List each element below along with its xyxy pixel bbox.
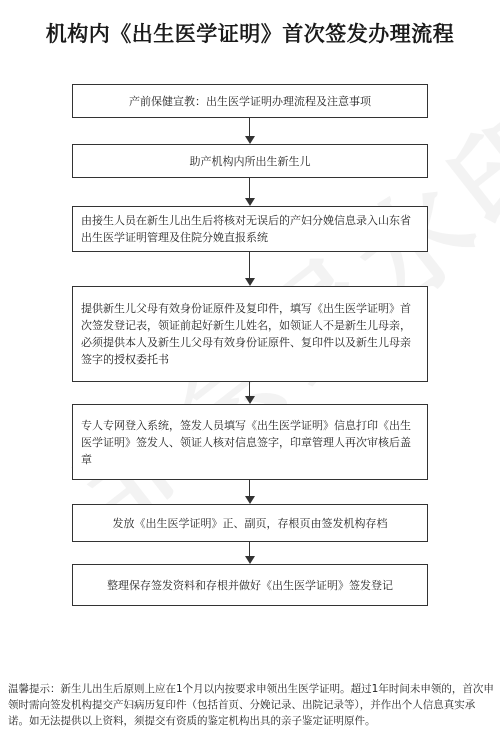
flow-step-5-text: 专人专网登入系统，签发人员填写《出生医学证明》信息打印《出生医学证明》签发人、领证人核对信息签字，印章管理人再次审核后盖章: [81, 418, 411, 466]
flow-step-5: [72, 404, 428, 480]
reminder-note: 温馨提示：新生儿出生后原则上应在1个月以内按要求申领出生医学证明。超过1年时间未申领的，首次申领时需向签发机构提交产妇病历复印件（包括首页、分娩记录、出院记录等），并作出个人信息真实承诺。如无法提供以上资料，须提交有资质的鉴定机构出具的亲子鉴定证明原件。: [8, 683, 494, 727]
flow-arrow-3: [243, 252, 257, 286]
page-title: 机构内《出生医学证明》首次签发办理流程: [45, 22, 455, 46]
flow-arrow-1: [243, 118, 257, 144]
flow-step-4-text: 提供新生儿父母有效身份证原件及复印件，填写《出生医学证明》首次签发登记表，领证前起好新生儿姓名，如领证人不是新生儿母亲，必须提供本人及新生儿父母有效身份证原件、复印件以及新生儿母亲签字的授权委托书: [81, 302, 411, 366]
flow-step-7-text: 整理保存签发资料和存根并做好《出生医学证明》签发登记: [107, 578, 393, 592]
flow-arrow-6: [243, 542, 257, 564]
flow-step-3-text: 由接生人员在新生儿出生后将核对无误后的产妇分娩信息录入山东省出生医学证明管理及住院分娩直报系统: [81, 214, 411, 244]
flow-step-2-text: 助产机构内所出生新生儿: [189, 154, 311, 168]
flow-step-6-text: 发放《出生医学证明》正、副页，存根页由签发机构存档: [112, 516, 388, 530]
flow-arrow-2: [243, 178, 257, 206]
flow-step-3: [72, 206, 428, 252]
flow-arrow-5: [243, 480, 257, 504]
flow-step-6: [72, 504, 428, 542]
flow-step-1-text: 产前保健宣教：出生医学证明办理流程及注意事项: [129, 94, 371, 108]
flow-arrow-4: [243, 382, 257, 404]
flow-step-4: [72, 286, 428, 382]
flow-step-2: [72, 144, 428, 178]
flow-step-7: [72, 564, 428, 606]
flow-step-1: [72, 84, 428, 118]
